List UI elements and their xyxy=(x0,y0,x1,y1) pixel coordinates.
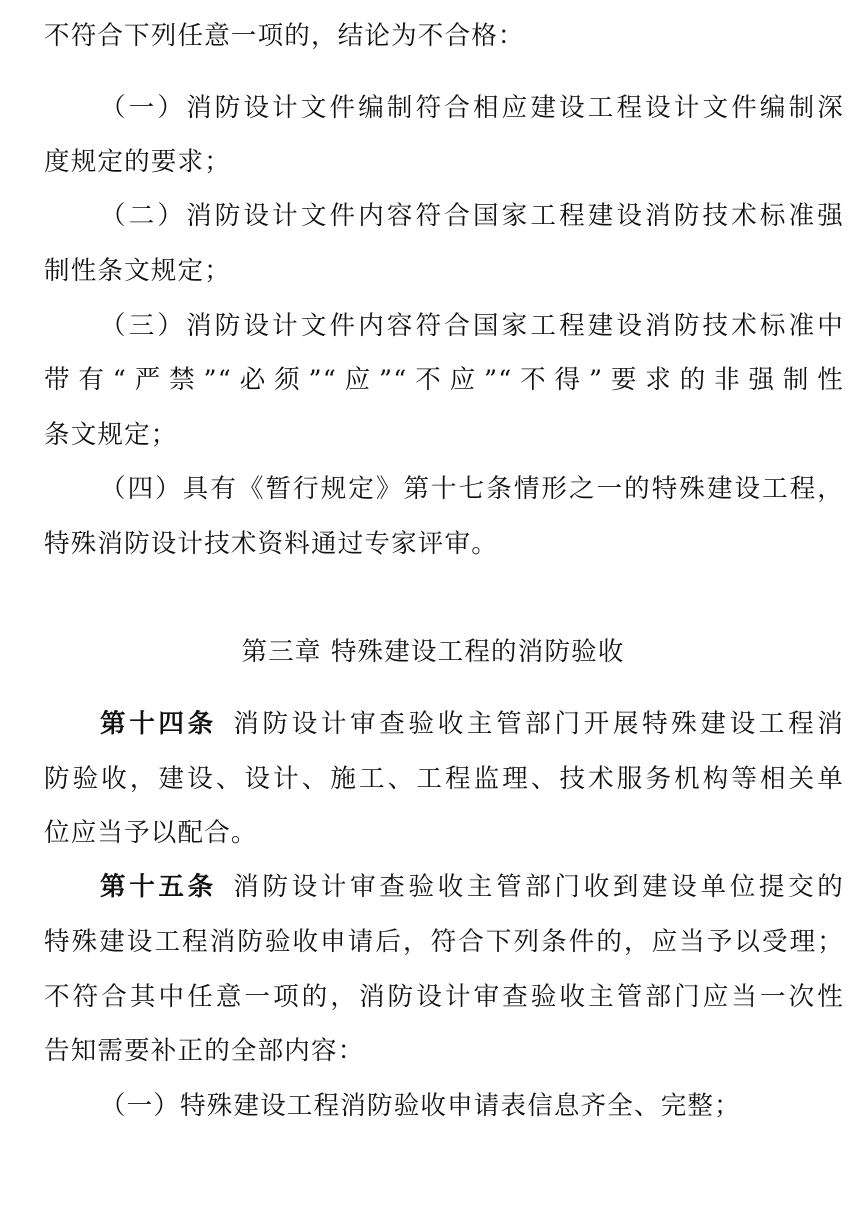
article15-line2: 特殊建设工程消防验收申请后，符合下列条件的，应当予以受理； xyxy=(44,927,844,957)
article15-label: 第十五条 xyxy=(100,872,217,902)
article14-line2: 防验收，建设、设计、施工、工程监理、技术服务机构等相关单 xyxy=(44,764,844,794)
item1-line1: （一）消防设计文件编制符合相应建设工程设计文件编制深 xyxy=(100,93,844,123)
item4-line1: （四）具有《暂行规定》第十七条情形之一的特殊建设工程， xyxy=(100,474,844,504)
item2-line1: （二）消防设计文件内容符合国家工程建设消防技术标准强 xyxy=(100,201,844,231)
item2-line2: 制性条文规定； xyxy=(44,256,231,286)
item3-line1: （三）消防设计文件内容符合国家工程建设消防技术标准中 xyxy=(100,311,844,341)
item4-line2: 特殊消防设计技术资料通过专家评审。 xyxy=(44,529,498,559)
item3-line3: 条文规定； xyxy=(44,420,178,450)
article15-line3: 不符合其中任意一项的，消防设计审查验收主管部门应当一次性 xyxy=(44,982,844,1012)
chapter-title: 第三章 特殊建设工程的消防验收 xyxy=(241,637,625,667)
article15-line1 xyxy=(100,869,844,905)
article15-item1: （一）特殊建设工程消防验收申请表信息齐全、完整； xyxy=(100,1091,741,1121)
article14-text1: 消防设计审查验收主管部门开展特殊建设工程消 xyxy=(230,709,844,739)
article14-line3: 位应当予以配合。 xyxy=(44,818,258,848)
article15-line4: 告知需要补正的全部内容： xyxy=(44,1036,365,1066)
item1-line2: 度规定的要求； xyxy=(44,147,231,177)
article15-text1: 消防设计审查验收主管部门收到建设单位提交的 xyxy=(230,872,844,902)
intro-line: 不符合下列任意一项的，结论为不合格： xyxy=(44,21,525,51)
item3-line2: 带有“严禁”“必须”“应”“不应”“不得”要求的非强制性 xyxy=(44,365,844,395)
article14-line1 xyxy=(100,706,844,742)
article14-label: 第十四条 xyxy=(100,709,217,739)
